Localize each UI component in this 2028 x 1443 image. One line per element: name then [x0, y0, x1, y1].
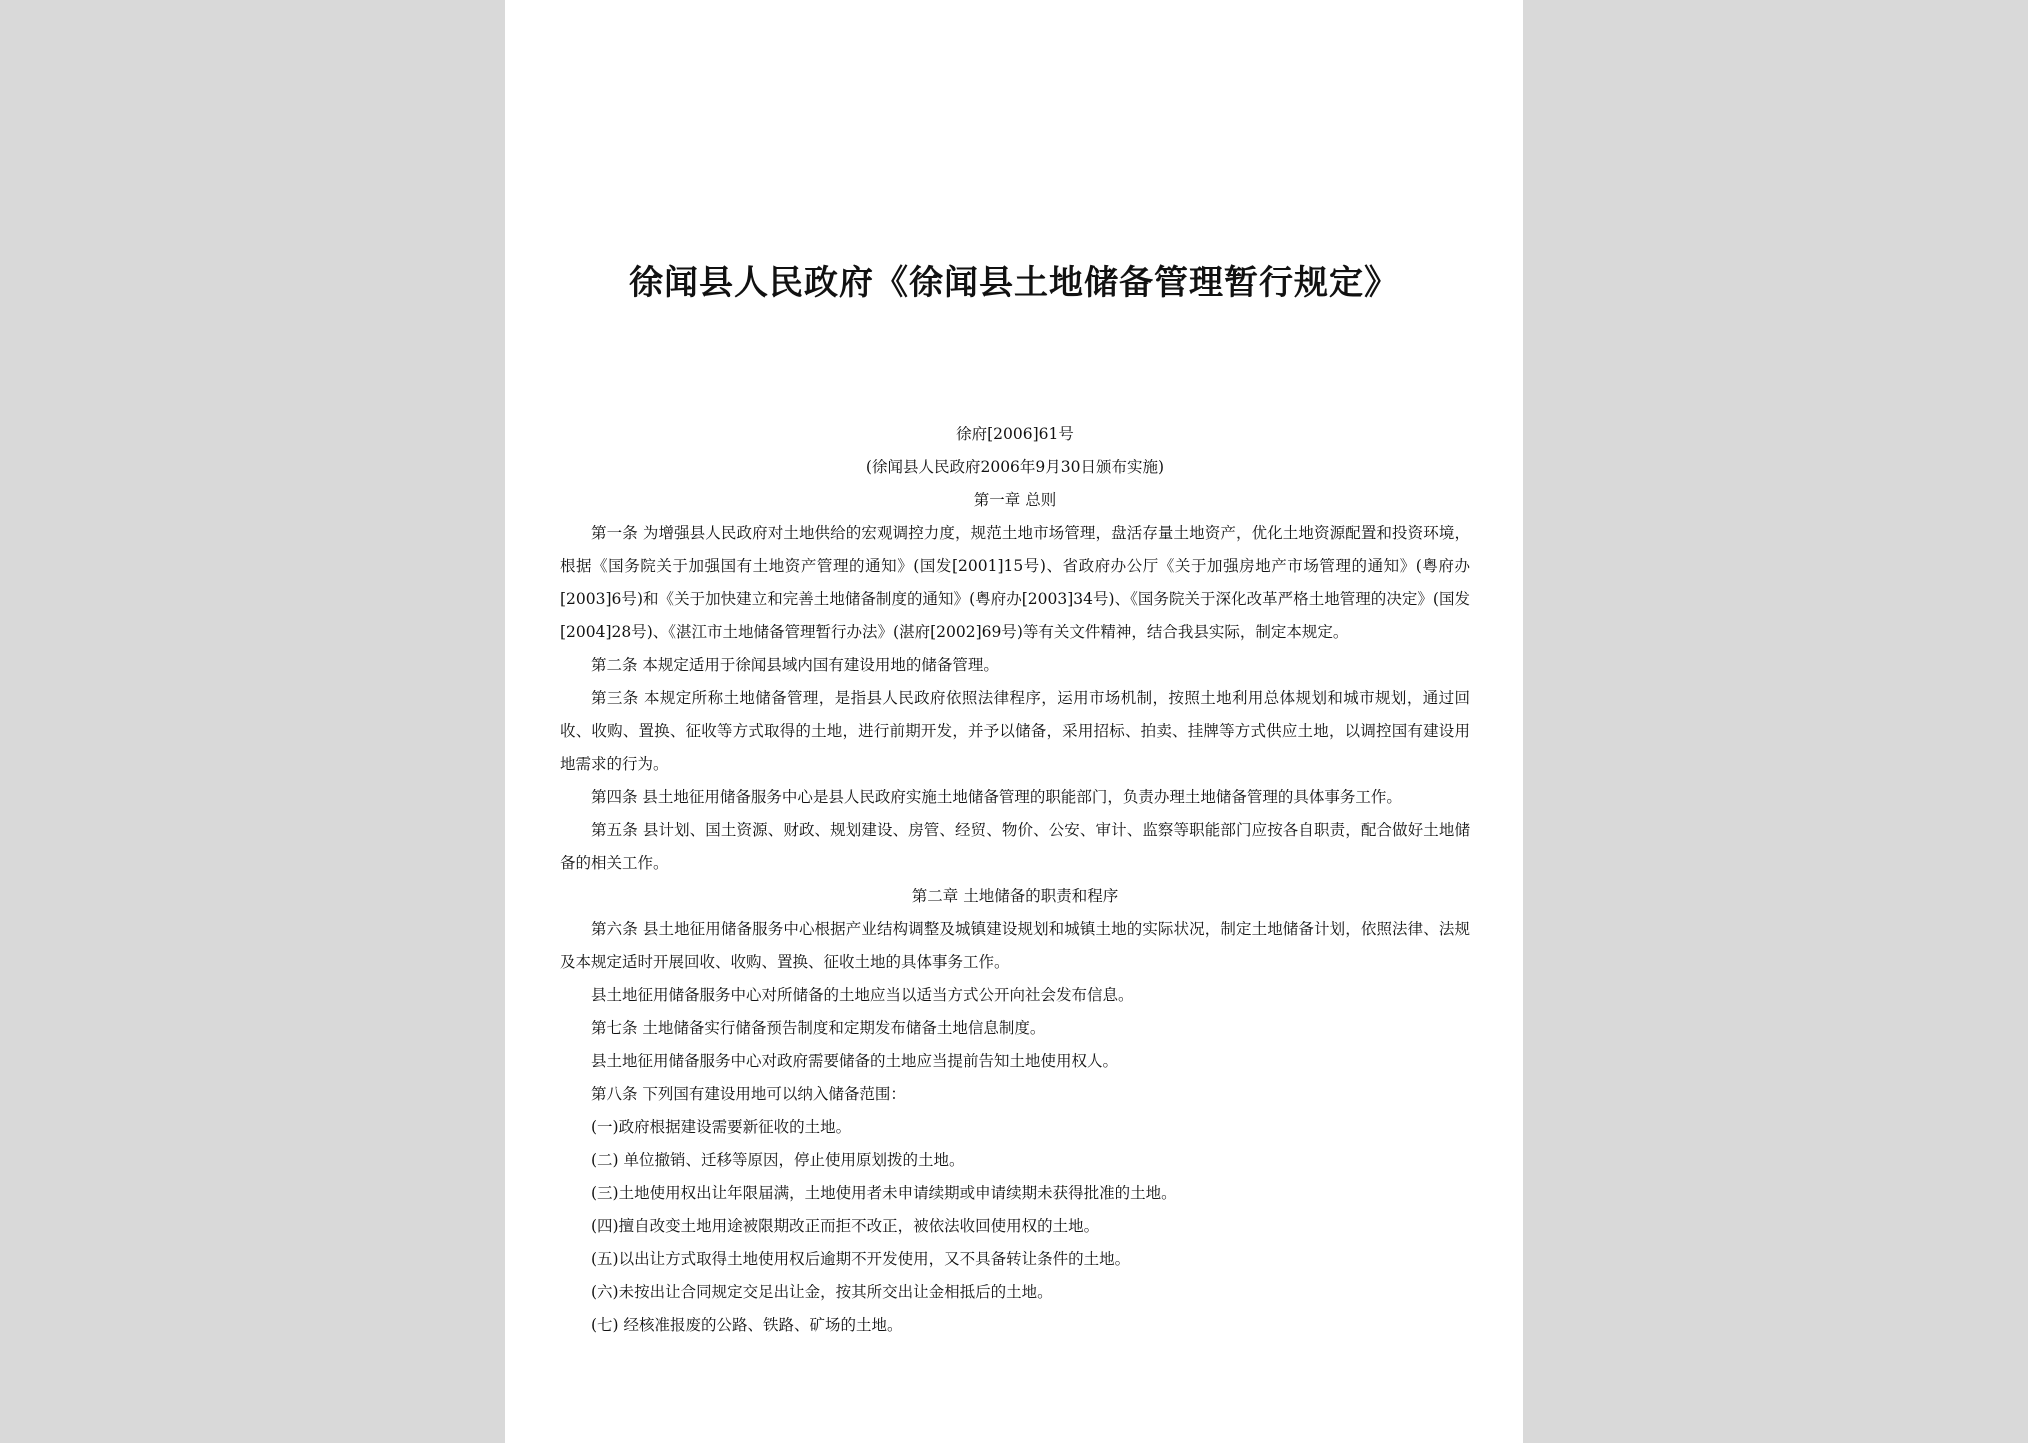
- article-8: 第八条 下列国有建设用地可以纳入储备范围：: [591, 1085, 906, 1103]
- document-body: [560, 418, 1470, 1342]
- list-item: (四)擅自改变土地用途被限期改正而拒不改正，被依法收回使用权的土地。: [591, 1217, 1100, 1235]
- article-6: 第六条 县土地征用储备服务中心根据产业结构调整及城镇建设规划和城镇土地的实际状况，制定土地储备计划，依照法律、法规及本规定适时开展回收、收购、置换、征收土地的具体事务工作。: [560, 920, 1470, 971]
- article-3: 第三条 本规定所称土地储备管理，是指县人民政府依照法律程序，运用市场机制，按照土地利用总体规划和城市规划，通过回收、收购、置换、征收等方式取得的土地，进行前期开发，并予以储备，采用招标、拍卖、挂牌等方式供应土地，以调控国有建设用地需求的行为。: [560, 689, 1470, 773]
- list-item: (二) 单位撤销、迁移等原因，停止使用原划拨的土地。: [591, 1151, 965, 1169]
- document-title: 徐闻县人民政府《徐闻县土地储备管理暂行规定》: [629, 263, 1399, 303]
- chapter-2-heading: 第二章 土地储备的职责和程序: [911, 887, 1119, 905]
- article-6-paragraph-2: 县土地征用储备服务中心对所储备的土地应当以适当方式公开向社会发布信息。: [591, 986, 1134, 1004]
- article-5: 第五条 县计划、国土资源、财政、规划建设、房管、经贸、物价、公安、审计、监察等职能部门应按各自职责，配合做好土地储备的相关工作。: [560, 821, 1470, 872]
- chapter-1-heading: 第一章 总则: [973, 491, 1057, 509]
- article-7-paragraph-2: 县土地征用储备服务中心对政府需要储备的土地应当提前告知土地使用权人。: [591, 1052, 1119, 1070]
- article-1: 第一条 为增强县人民政府对土地供给的宏观调控力度，规范土地市场管理，盘活存量土地资产，优化土地资源配置和投资环境，根据《国务院关于加强国有土地资产管理的通知》(国发[2001]15号)、省政府办公厅《关于加强房地产市场管理的通知》(粤府办[2003]6号)和《关于加快建立和完善土地储备制度的通知》(粤府办[2003]34号)、《国务院关于深化改革严格土地管理的决定》(国发[2004]28号)、《湛江市土地储备管理暂行办法》(湛府[2002]69号)等有关文件精神，结合我县实际，制定本规定。: [560, 524, 1470, 641]
- list-item: (一)政府根据建设需要新征收的土地。: [591, 1118, 852, 1136]
- article-7: 第七条 土地储备实行储备预告制度和定期发布储备土地信息制度。: [591, 1019, 1046, 1037]
- list-item: (五)以出让方式取得土地使用权后逾期不开发使用，又不具备转让条件的土地。: [591, 1250, 1131, 1268]
- document-number: 徐府[2006]61号: [956, 425, 1074, 443]
- article-2: 第二条 本规定适用于徐闻县域内国有建设用地的储备管理。: [591, 656, 999, 674]
- list-item: (三)土地使用权出让年限届满，土地使用者未申请续期或申请续期未获得批准的土地。: [591, 1184, 1177, 1202]
- list-item: (六)未按出让合同规定交足出让金，按其所交出让金相抵后的土地。: [591, 1283, 1053, 1301]
- article-4: 第四条 县土地征用储备服务中心是县人民政府实施土地储备管理的职能部门，负责办理土地储备管理的具体事务工作。: [591, 788, 1402, 806]
- document-page: [505, 0, 1523, 1443]
- issue-note: (徐闻县人民政府2006年9月30日颁布实施): [865, 458, 1165, 476]
- list-item: (七) 经核准报废的公路、铁路、矿场的土地。: [591, 1316, 903, 1334]
